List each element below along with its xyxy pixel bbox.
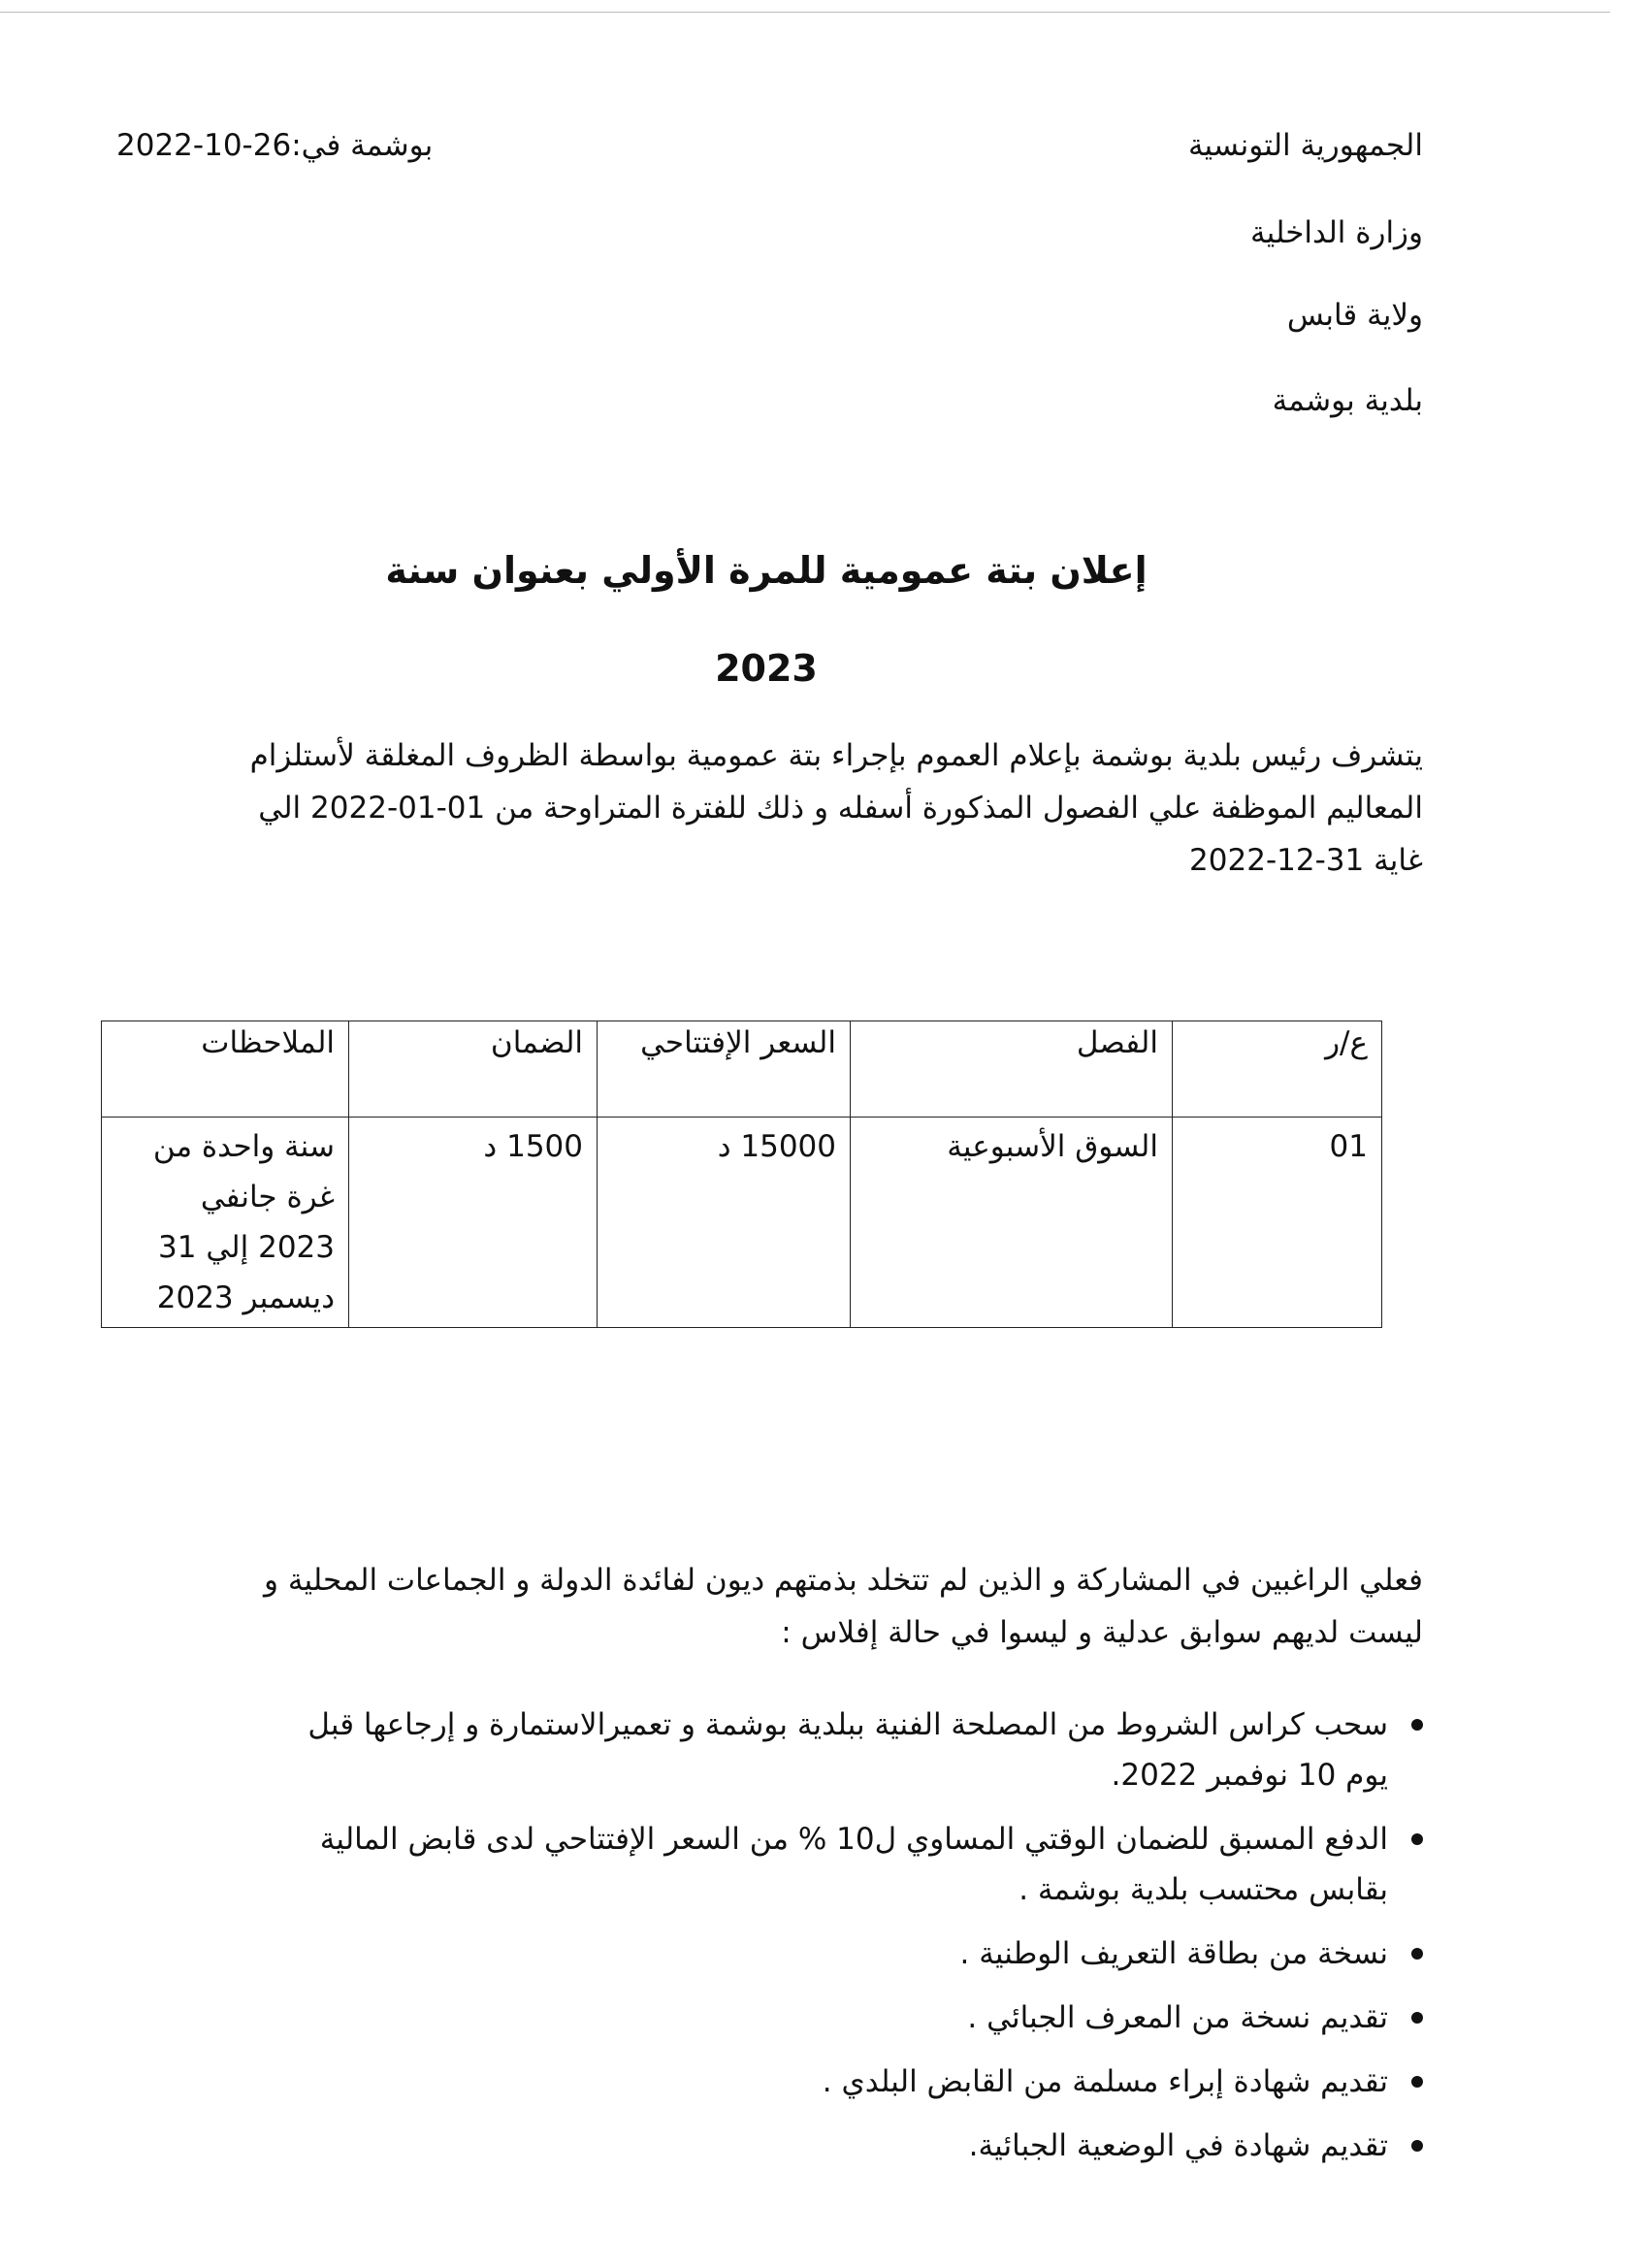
notes-line: ديسمبر 2023 [156,1280,335,1315]
header-opening-price: السعر الإفتتاحي [598,1021,851,1118]
bullet-icon [1411,2012,1423,2024]
header-governorate: ولاية قابس [1286,298,1423,333]
cell-number [1173,1118,1382,1328]
requirement-item [123,1928,1423,1979]
requirement-text: تقديم نسخة من المعرف الجبائي . [967,2000,1388,2035]
bullet-icon [1411,1948,1423,1960]
bid-table [101,1021,1382,1328]
document-date: بوشمة في:26-10-2022 [116,128,434,163]
requirement-text: تقديم شهادة في الوضعية الجبائية. [968,2128,1388,2163]
intro-line: المعاليم الموظفة علي الفصول المذكورة أسفله و ذلك للفترة المتراوحة من 01-01-2022 الي [258,791,1423,826]
cell-item: السوق الأسبوعية [851,1118,1173,1328]
announcement-title: إعلان بتة عمومية للمرة الأولي بعنوان سنة [385,549,1148,592]
header-municipality: بلدية بوشمة [1272,383,1423,418]
bullet-icon [1411,2076,1423,2088]
intro-paragraph [94,729,1423,887]
intro-line: يتشرف رئيس بلدية بوشمة بإعلام العموم بإجراء بتة عمومية بواسطة الظروف المغلقة لأستلزام [249,738,1423,773]
bullet-icon [1411,2140,1423,2152]
requirements-list [123,1700,1423,2185]
cell-notes [102,1118,349,1328]
notes-line: 2023 إلي 31 [158,1230,335,1265]
notes-line: غرة جانفي [200,1180,335,1215]
header-item: الفصل [851,1021,1173,1118]
requirement-item [123,2121,1423,2171]
announcement-year: 2023 [715,647,818,690]
requirement-text: بقابس محتسب بلدية بوشمة . [1018,1872,1388,1907]
header-ministry: وزارة الداخلية [1250,215,1423,250]
notes-line: سنة واحدة من [152,1129,335,1164]
conditions-line: ليست لديهم سوابق عدلية و ليسوا في حالة إفلاس : [781,1615,1423,1650]
requirement-text: يوم 10 نوفمبر 2022. [1111,1758,1388,1793]
intro-line: غاية 31-12-2022 [1189,843,1423,878]
conditions-line: فعلي الراغبين في المشاركة و الذين لم تتخلد بذمتهم ديون لفائدة الدولة و الجماعات المحلية و [264,1563,1423,1598]
requirement-item [123,1993,1423,2043]
requirement-item [123,2057,1423,2107]
requirement-text: الدفع المسبق للضمان الوقتي المساوي ل10 % من السعر الإفتتاحي لدى قابض المالية [319,1822,1388,1857]
cell-guarantee: 1500 د [349,1118,598,1328]
cell-opening-price: 15000 د [598,1118,851,1328]
bullet-icon [1411,1833,1423,1845]
header-republic: الجمهورية التونسية [1187,128,1423,163]
requirement-text: نسخة من بطاقة التعريف الوطنية . [959,1936,1388,1971]
header-notes: الملاحظات [102,1021,349,1118]
header-guarantee: الضمان [349,1021,598,1118]
header-number: ع/ر [1173,1021,1382,1118]
requirement-text: سحب كراس الشروط من المصلحة الفنية ببلدية بوشمة و تعميرالاستمارة و إرجاعها قبل [307,1707,1388,1742]
conditions-paragraph [94,1554,1423,1659]
table-row [102,1118,1382,1328]
table-header-row [102,1021,1382,1118]
requirement-item [123,1814,1423,1915]
requirement-text: تقديم شهادة إبراء مسلمة من القابض البلدي . [822,2064,1388,2099]
page-edge-line [0,12,1610,13]
cell-number-text: 01 [1329,1129,1368,1164]
bullet-icon [1411,1719,1423,1731]
requirement-item [123,1700,1423,1800]
